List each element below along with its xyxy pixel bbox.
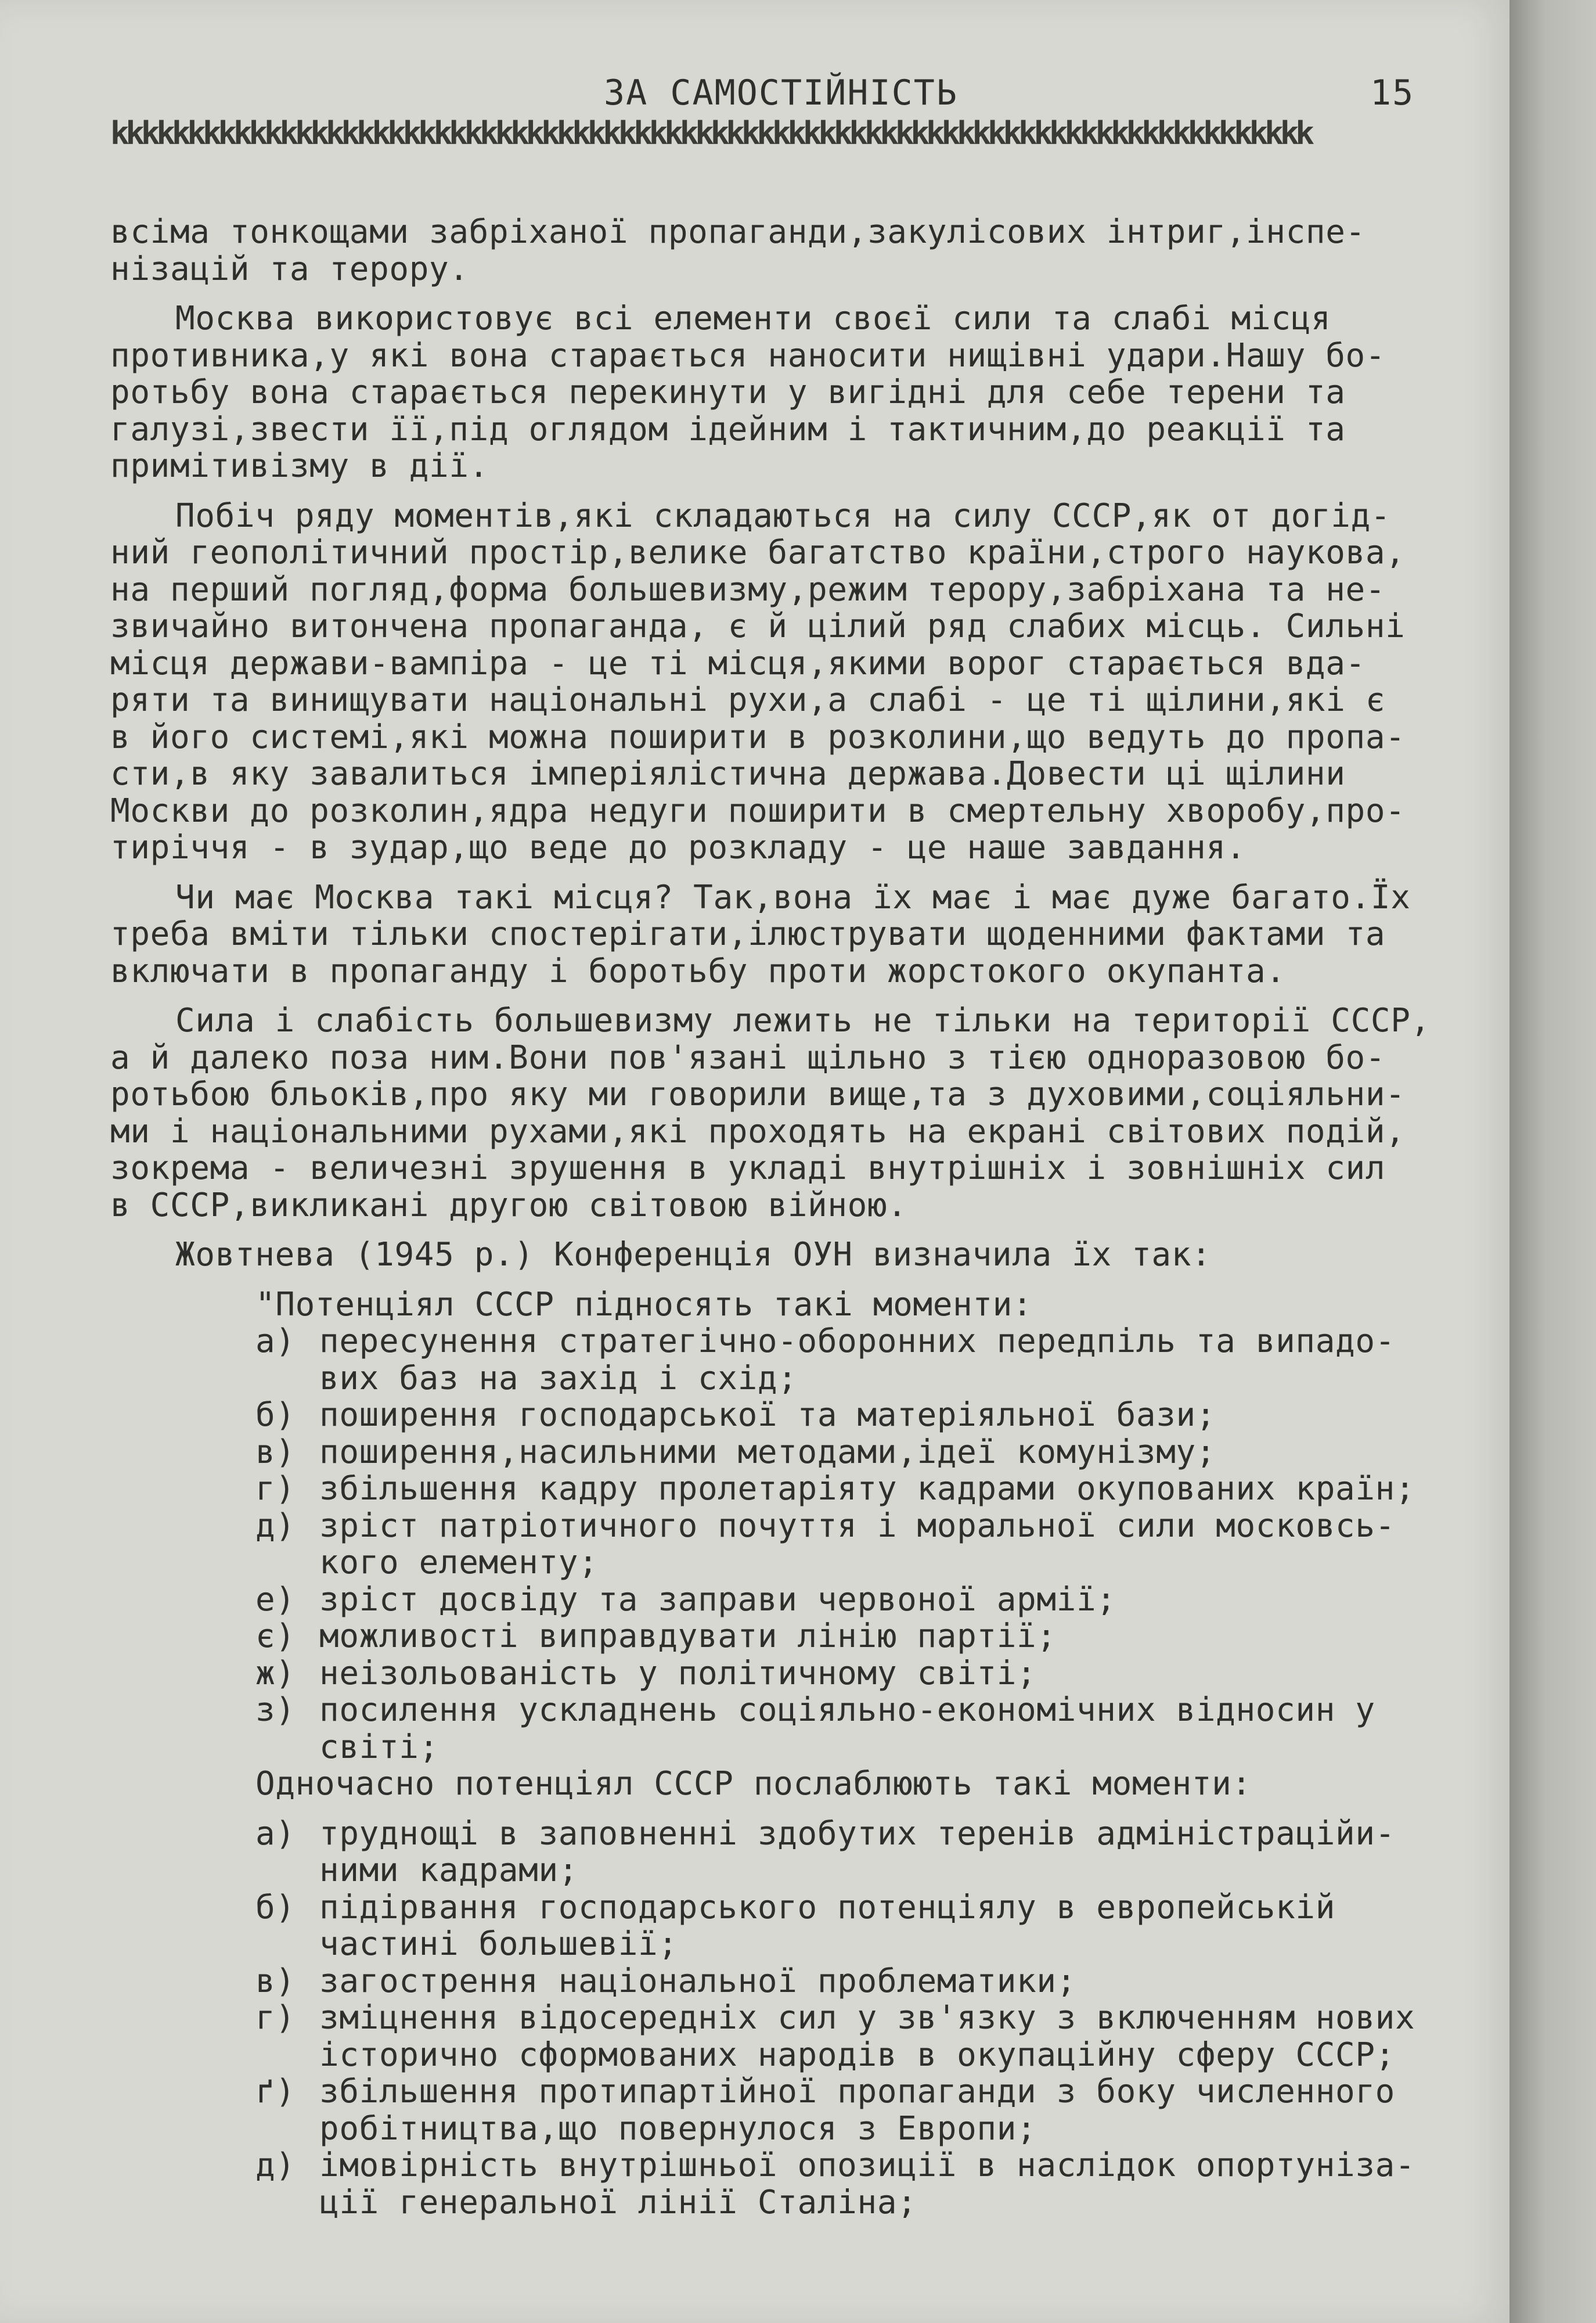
item-text: частині большевії; — [319, 1925, 678, 1963]
text-line: треба вміти тільки спостерігати,ілюструвати щоденними фактами та — [110, 915, 1386, 953]
paragraph — [110, 879, 1515, 990]
text-line: звичайно витончена пропаганда, є й цілий ряд слабих місць. Сильні — [110, 607, 1406, 645]
text-line: на перший погляд,форма большевизму,режим терору,забріхана та не- — [110, 570, 1386, 609]
list-item — [255, 1889, 1515, 1963]
paragraph — [110, 300, 1515, 485]
paragraph — [110, 214, 1515, 287]
text-line: ний геополітичний простір,велике багатство країни,строго наукова, — [110, 534, 1406, 571]
text-line: примітивізму в дії. — [110, 447, 489, 485]
item-text: труднощі в заповненні здобутих теренів адміністраційи- — [319, 1814, 1396, 1853]
list-item — [255, 1815, 1515, 1889]
text-line: Чи має Москва такі місця? Так,вона їх має і має дуже багато.Їх — [175, 878, 1411, 916]
text-line: нізацій та терору. — [110, 250, 469, 288]
text-line: зокрема - величезні зрушення в укладі внутрішніх і зовнішніх сил — [110, 1149, 1386, 1187]
spacer — [255, 1803, 1515, 1815]
text-line: Побіч ряду моментів,які складаються на силу СССР,як от догід- — [175, 497, 1391, 535]
list-item — [255, 1655, 1515, 1692]
list-item — [255, 1508, 1515, 1581]
list-item — [255, 1470, 1515, 1508]
item-label: б) — [255, 1888, 296, 1926]
item-label: з) — [255, 1691, 296, 1729]
list-item — [255, 1963, 1515, 2000]
item-text: історично сформованих народів в окупаційну сферу СССР; — [319, 2036, 1396, 2074]
item-label: є) — [255, 1617, 296, 1655]
text-line: сти,в яку завалиться імперіялістична держава.Довести ці щілини — [110, 755, 1346, 793]
body-text — [110, 214, 1515, 2221]
item-text: посилення ускладнень соціяльно-економічних відносин у — [319, 1691, 1375, 1729]
item-text: зріст патріотичного почуття і моральної сили московсь- — [319, 1506, 1396, 1545]
list-item — [255, 1397, 1515, 1434]
quoted-list-section — [110, 1286, 1515, 2221]
item-label: в) — [255, 1433, 296, 1471]
item-label: ж) — [255, 1654, 296, 1692]
text-line: Москва використовує всі елементи своєї сили та слабі місця — [175, 300, 1331, 337]
item-text: збільшення протипартійної пропаганди з боку численного — [319, 2073, 1396, 2110]
item-text: неізольованість у політичному світі; — [319, 1654, 1037, 1692]
text-line: ротьбою бльоків,про яку ми говорили вище,та з духовими,соціяльни- — [110, 1076, 1406, 1113]
item-text: світі; — [319, 1728, 439, 1766]
text-line: Москви до розколин,ядра недуги поширити в смертельну хворобу,про- — [110, 792, 1406, 830]
text-line: Жовтнева (1945 р.) Конференція ОУН визначила їх так: — [175, 1236, 1212, 1274]
item-label: а) — [255, 1322, 296, 1360]
item-label: а) — [255, 1814, 296, 1853]
item-label: ґ) — [255, 2073, 296, 2110]
item-text: підірвання господарського потенціялу в европейській — [319, 1888, 1336, 1926]
item-text: пересунення стратегічно-оборонних передпіль та випадо- — [319, 1322, 1396, 1360]
text-line: ротьбу вона старається перекинути у вигідні для себе терени та — [110, 373, 1346, 411]
text-line: ряти та винищувати національні рухи,а слабі - це ті щілини,які є — [110, 681, 1386, 719]
item-text: зріст досвіду та заправи червоної армії; — [319, 1580, 1116, 1619]
page-header — [110, 67, 1469, 119]
list-item — [255, 2000, 1515, 2073]
item-text: ними кадрами; — [319, 1851, 579, 1889]
item-text: імовірність внутрішньої опозиції в наслідок опортуніза- — [319, 2146, 1415, 2184]
text-line: включати в пропаганду і боротьбу проти жорстокого окупанта. — [110, 952, 1286, 990]
item-text: кого елементу; — [319, 1544, 599, 1581]
text-line: ми і національними рухами,які проходять на екрані світових подій, — [110, 1112, 1406, 1150]
item-text: вих баз на захід і схід; — [319, 1359, 798, 1397]
paragraph — [110, 498, 1515, 866]
text-line: а й далеко поза ним.Вони пов'язані щільно з тією одноразовою бо- — [110, 1038, 1386, 1077]
list-item — [255, 2147, 1515, 2221]
item-label: в) — [255, 1962, 296, 2000]
header-rule: kkkkkkkkkkkkkkkkkkkkkkkkkkkkkkkkkkkkkkkkkkkkkkkkkkkkkkkkkkkkkkkkkkkkkkkkkkkkkk — [110, 115, 1311, 152]
text-line: тиріччя - в зудар,що веде до розкладу - це наше завдання. — [110, 829, 1246, 866]
item-text: загострення національної проблематики; — [319, 1962, 1076, 2000]
item-label: б) — [255, 1396, 296, 1434]
list-item — [255, 1581, 1515, 1619]
item-text: ції генеральної лінії Сталіна; — [319, 2183, 917, 2221]
page-edge — [1509, 0, 1596, 2323]
list-item — [255, 1323, 1515, 1397]
text-line: в його системі,які можна поширити в розколини,що ведуть до пропа- — [110, 718, 1406, 756]
item-label: д) — [255, 1506, 296, 1545]
item-label: г) — [255, 1999, 296, 2037]
item-text: можливості виправдувати лінію партії; — [319, 1617, 1057, 1655]
item-label: д) — [255, 2146, 296, 2184]
running-title: ЗА САМОСТІЙНІСТЬ — [604, 73, 958, 113]
paragraph — [110, 1002, 1515, 1224]
list-item — [255, 1618, 1515, 1655]
paragraph — [110, 1236, 1515, 1274]
text-line: противника,у які вона старається наносити нищівні удари.Нашу бо- — [110, 336, 1386, 375]
item-text: поширення,насильними методами,ідеї комунізму; — [319, 1433, 1216, 1471]
list-item — [255, 1692, 1515, 1765]
item-text: збільшення кадру пролетаріяту кадрами окупованих країн; — [319, 1470, 1415, 1508]
text-line: Сила і слабість большевизму лежить не тільки на території СССР, — [175, 1002, 1431, 1040]
text-line: всіма тонкощами забріханої пропаганди,закулісових інтриг,інспе- — [110, 213, 1366, 251]
text-line: в СССР,викликані другою світовою війною. — [110, 1186, 907, 1224]
list-intro: "Потенціял СССР підносять такі моменти: — [255, 1285, 1033, 1324]
list-item — [255, 2073, 1515, 2147]
item-text: поширення господарської та матеріяльної бази; — [319, 1396, 1216, 1434]
item-label: е) — [255, 1580, 296, 1619]
text-line: галузі,звести її,під оглядом ідейним і тактичним,до реакції та — [110, 410, 1346, 448]
item-label: г) — [255, 1470, 296, 1508]
list-intro: Одночасно потенціял СССР послаблюють такі моменти: — [255, 1765, 1252, 1803]
item-text: зміцнення відосередніх сил у зв'язку з включенням нових — [319, 1999, 1415, 2037]
page-number: 15 — [1370, 73, 1415, 113]
text-line: місця держави-вампіра - це ті місця,якими ворог старається вда- — [110, 644, 1366, 682]
item-text: робітництва,що повернулося з Европи; — [319, 2109, 1037, 2148]
list-item — [255, 1434, 1515, 1471]
